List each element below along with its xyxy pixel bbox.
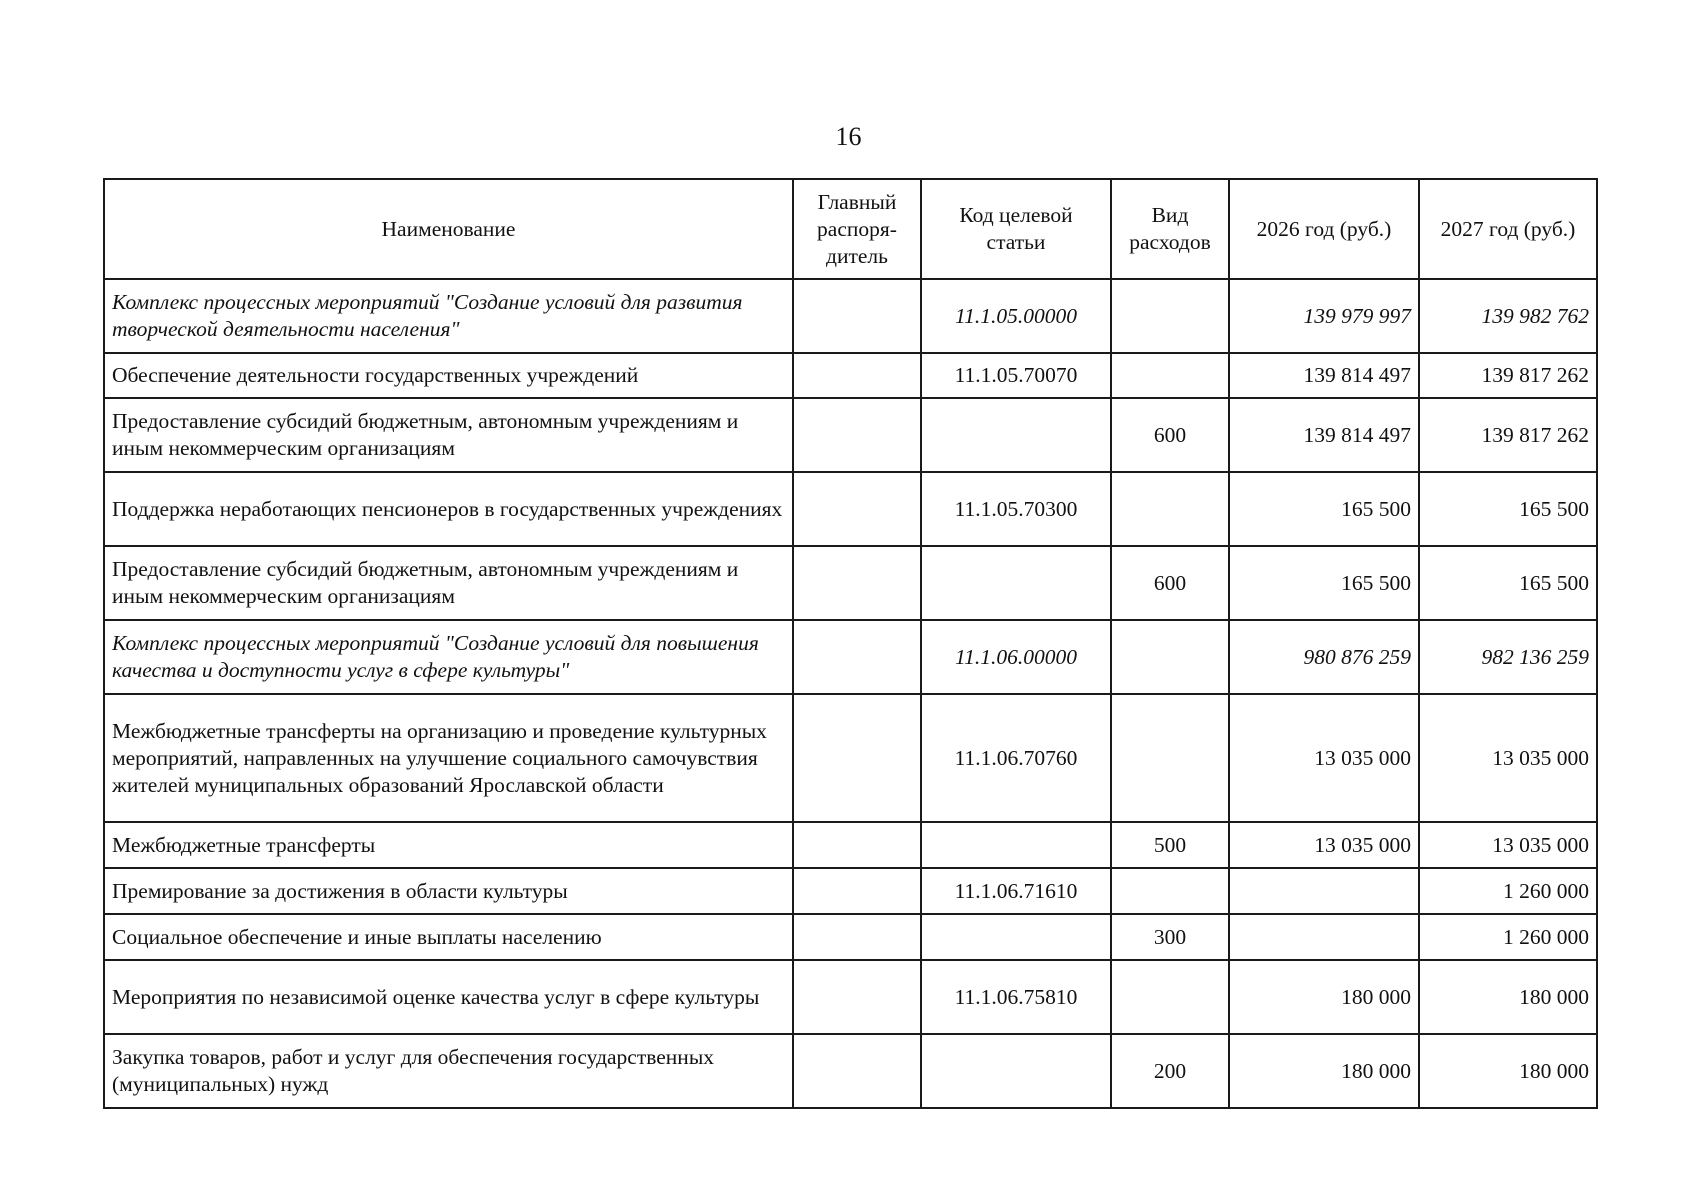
cell-code: 11.1.06.75810 — [921, 960, 1111, 1034]
budget-table — [103, 178, 1598, 1109]
cell-2026 — [1229, 914, 1419, 960]
cell-name: Закупка товаров, работ и услуг для обеспечения государственных (муниципальных) нужд — [104, 1034, 793, 1108]
cell-manager — [793, 694, 921, 822]
cell-kind: 300 — [1111, 914, 1229, 960]
cell-code: 11.1.05.70070 — [921, 353, 1111, 398]
cell-kind — [1111, 472, 1229, 546]
cell-name: Обеспечение деятельности государственных учреждений — [104, 353, 793, 398]
cell-2027: 139 817 262 — [1419, 398, 1597, 472]
cell-manager — [793, 279, 921, 353]
cell-manager — [793, 472, 921, 546]
cell-2026: 165 500 — [1229, 472, 1419, 546]
table-row — [104, 914, 1597, 960]
cell-kind: 600 — [1111, 546, 1229, 620]
table-row — [104, 1034, 1597, 1108]
cell-2027: 180 000 — [1419, 960, 1597, 1034]
cell-kind: 500 — [1111, 822, 1229, 868]
table-row — [104, 546, 1597, 620]
cell-code — [921, 1034, 1111, 1108]
cell-2027: 139 982 762 — [1419, 279, 1597, 353]
header-kind: Вид расходов — [1111, 179, 1229, 279]
cell-kind — [1111, 868, 1229, 914]
cell-2026: 165 500 — [1229, 546, 1419, 620]
cell-code — [921, 398, 1111, 472]
cell-kind — [1111, 620, 1229, 694]
table-row — [104, 960, 1597, 1034]
cell-kind — [1111, 279, 1229, 353]
table-row — [104, 868, 1597, 914]
table-row — [104, 694, 1597, 822]
header-manager: Главный распоря-дитель — [793, 179, 921, 279]
table-row — [104, 620, 1597, 694]
cell-code — [921, 546, 1111, 620]
cell-name: Межбюджетные трансферты на организацию и проведение культурных мероприятий, направленных на улучшение социального самочувствия жителей муниципальных образований Ярославской области — [104, 694, 793, 822]
header-code: Код целевой статьи — [921, 179, 1111, 279]
header-2026: 2026 год (руб.) — [1229, 179, 1419, 279]
cell-2026 — [1229, 868, 1419, 914]
cell-code: 11.1.06.70760 — [921, 694, 1111, 822]
cell-manager — [793, 398, 921, 472]
cell-2026: 180 000 — [1229, 960, 1419, 1034]
cell-code: 11.1.05.00000 — [921, 279, 1111, 353]
cell-manager — [793, 1034, 921, 1108]
cell-2027: 1 260 000 — [1419, 868, 1597, 914]
cell-2027: 180 000 — [1419, 1034, 1597, 1108]
table-header-row — [104, 179, 1597, 279]
cell-name: Поддержка неработающих пенсионеров в государственных учреждениях — [104, 472, 793, 546]
cell-2027: 165 500 — [1419, 472, 1597, 546]
cell-name: Предоставление субсидий бюджетным, автономным учреждениям и иным некоммерческим организациям — [104, 398, 793, 472]
cell-manager — [793, 546, 921, 620]
cell-name: Комплекс процессных мероприятий "Создание условий для развития творческой деятельности населения" — [104, 279, 793, 353]
cell-code: 11.1.06.00000 — [921, 620, 1111, 694]
cell-kind — [1111, 960, 1229, 1034]
cell-code — [921, 822, 1111, 868]
table-row — [104, 398, 1597, 472]
table-row — [104, 353, 1597, 398]
cell-2027: 1 260 000 — [1419, 914, 1597, 960]
cell-manager — [793, 353, 921, 398]
cell-2026: 139 979 997 — [1229, 279, 1419, 353]
cell-manager — [793, 914, 921, 960]
cell-code — [921, 914, 1111, 960]
cell-2026: 139 814 497 — [1229, 398, 1419, 472]
table-row — [104, 822, 1597, 868]
cell-2026: 139 814 497 — [1229, 353, 1419, 398]
cell-name: Комплекс процессных мероприятий "Создание условий для повышения качества и доступности услуг в сфере культуры" — [104, 620, 793, 694]
cell-code: 11.1.06.71610 — [921, 868, 1111, 914]
cell-name: Мероприятия по независимой оценке качества услуг в сфере культуры — [104, 960, 793, 1034]
cell-2026: 13 035 000 — [1229, 694, 1419, 822]
cell-2027: 13 035 000 — [1419, 694, 1597, 822]
header-name: Наименование — [104, 179, 793, 279]
cell-kind: 600 — [1111, 398, 1229, 472]
header-2027: 2027 год (руб.) — [1419, 179, 1597, 279]
cell-kind — [1111, 694, 1229, 822]
cell-manager — [793, 960, 921, 1034]
cell-2026: 13 035 000 — [1229, 822, 1419, 868]
cell-2027: 139 817 262 — [1419, 353, 1597, 398]
cell-code: 11.1.05.70300 — [921, 472, 1111, 546]
table-row — [104, 279, 1597, 353]
cell-kind: 200 — [1111, 1034, 1229, 1108]
cell-kind — [1111, 353, 1229, 398]
cell-name: Предоставление субсидий бюджетным, автономным учреждениям и иным некоммерческим организациям — [104, 546, 793, 620]
cell-manager — [793, 868, 921, 914]
cell-2027: 982 136 259 — [1419, 620, 1597, 694]
cell-name: Межбюджетные трансферты — [104, 822, 793, 868]
cell-manager — [793, 822, 921, 868]
cell-2026: 180 000 — [1229, 1034, 1419, 1108]
cell-name: Социальное обеспечение и иные выплаты населению — [104, 914, 793, 960]
cell-2027: 13 035 000 — [1419, 822, 1597, 868]
cell-2026: 980 876 259 — [1229, 620, 1419, 694]
cell-name: Премирование за достижения в области культуры — [104, 868, 793, 914]
cell-manager — [793, 620, 921, 694]
page-number: 16 — [835, 122, 862, 151]
cell-2027: 165 500 — [1419, 546, 1597, 620]
table-row — [104, 472, 1597, 546]
